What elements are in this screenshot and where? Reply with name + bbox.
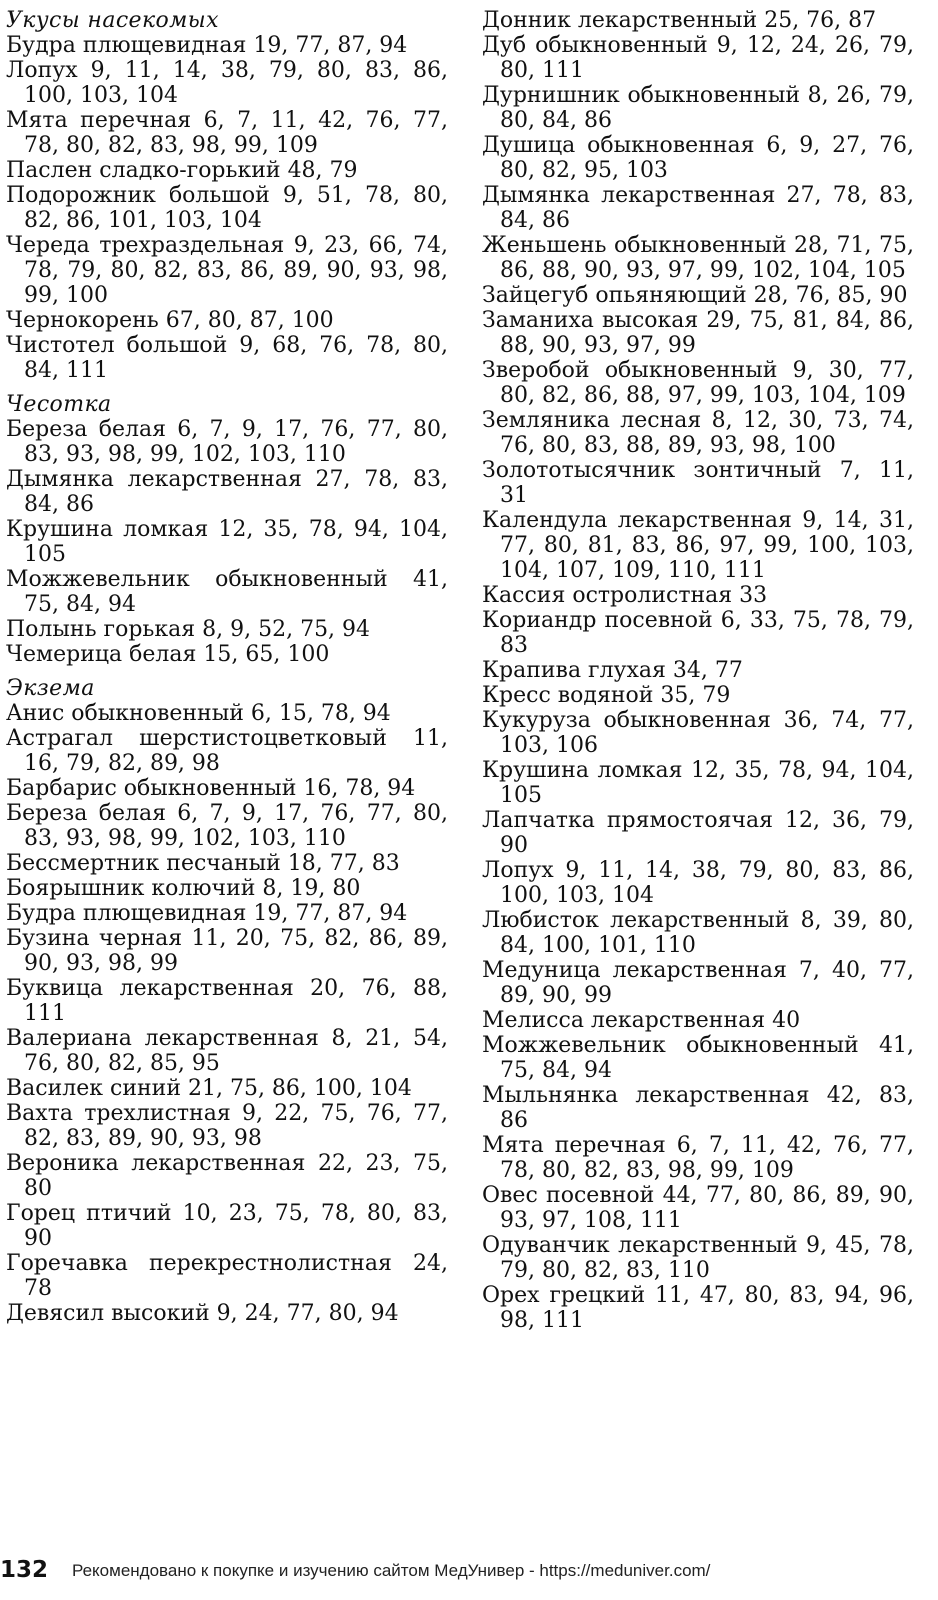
index-entry: Береза белая 6, 7, 9, 17, 76, 77, 80, 83, 93, 98, 99, 102, 103, 110 [6, 801, 448, 851]
index-entry: Мелисса лекарственная 40 [482, 1008, 801, 1033]
index-entry: Анис обыкновенный 6, 15, 78, 94 [6, 701, 391, 726]
index-entry: Бессмертник песчаный 18, 77, 83 [6, 851, 400, 876]
index-entry: Можжевельник обыкновенный 41, 75, 84, 94 [482, 1033, 914, 1083]
index-entry: Полынь горькая 8, 9, 52, 75, 94 [6, 617, 371, 642]
index-entry: Дымянка лекарственная 27, 78, 83, 84, 86 [482, 183, 914, 233]
index-entry: Кассия остролистная 33 [482, 583, 768, 608]
index-entry: Василек синий 21, 75, 86, 100, 104 [6, 1076, 412, 1101]
index-entry: Донник лекарственный 25, 76, 87 [482, 8, 877, 33]
index-entry: Горечавка перекрестнолистная 24, 78 [6, 1251, 448, 1301]
index-entry: Кукуруза обыкновенная 36, 74, 77, 103, 106 [482, 708, 914, 758]
index-entry: Дуб обыкновенный 9, 12, 24, 26, 79, 80, 111 [482, 33, 914, 83]
index-section [6, 8, 448, 383]
index-entry: Дымянка лекарственная 27, 78, 83, 84, 86 [6, 467, 448, 517]
index-entry: Земляника лесная 8, 12, 30, 73, 74, 76, 80, 83, 88, 89, 93, 98, 100 [482, 408, 914, 458]
index-entry: Дурнишник обыкновенный 8, 26, 79, 80, 84, 86 [482, 83, 914, 133]
index-entry: Чернокорень 67, 80, 87, 100 [6, 308, 334, 333]
index-entry: Золототысячник зонтичный 7, 11, 31 [482, 458, 914, 508]
index-section [6, 392, 448, 667]
right-column [482, 8, 914, 1333]
index-entry: Мыльнянка лекарственная 42, 83, 86 [482, 1083, 914, 1133]
index-entry: Будра плющевидная 19, 77, 87, 94 [6, 33, 408, 58]
index-entry: Береза белая 6, 7, 9, 17, 76, 77, 80, 83, 93, 98, 99, 102, 103, 110 [6, 417, 448, 467]
section-heading: Экзема [6, 676, 95, 701]
index-entry: Крапива глухая 34, 77 [482, 658, 743, 683]
index-entry: Любисток лекарственный 8, 39, 80, 84, 100, 101, 110 [482, 908, 914, 958]
index-entry: Орех грецкий 11, 47, 80, 83, 94, 96, 98, 111 [482, 1283, 914, 1333]
index-entry: Чемерица белая 15, 65, 100 [6, 642, 330, 667]
index-entry: Крушина ломкая 12, 35, 78, 94, 104, 105 [482, 758, 914, 808]
index-entry: Медуница лекарственная 7, 40, 77, 89, 90, 99 [482, 958, 914, 1008]
index-entry: Кресс водяной 35, 79 [482, 683, 731, 708]
index-entry: Женьшень обыкновенный 28, 71, 75, 86, 88, 90, 93, 97, 99, 102, 104, 105 [482, 233, 914, 283]
index-entry: Горец птичий 10, 23, 75, 78, 80, 83, 90 [6, 1201, 448, 1251]
index-entry: Валериана лекарственная 8, 21, 54, 76, 80, 82, 85, 95 [6, 1026, 448, 1076]
index-entry: Можжевельник обыкновенный 41, 75, 84, 94 [6, 567, 448, 617]
index-entry: Подорожник большой 9, 51, 78, 80, 82, 86, 101, 103, 104 [6, 183, 448, 233]
index-entry: Лопух 9, 11, 14, 38, 79, 80, 83, 86, 100, 103, 104 [6, 58, 448, 108]
index-section [6, 676, 448, 1326]
index-entry: Будра плющевидная 19, 77, 87, 94 [6, 901, 408, 926]
left-column [6, 8, 448, 1326]
index-entry: Вероника лекарственная 22, 23, 75, 80 [6, 1151, 448, 1201]
index-entry: Чистотел большой 9, 68, 76, 78, 80, 84, 111 [6, 333, 448, 383]
section-heading: Чесотка [6, 392, 112, 417]
index-entry: Вахта трехлистная 9, 22, 75, 76, 77, 82, 83, 89, 90, 93, 98 [6, 1101, 448, 1151]
index-entry: Череда трехраздельная 9, 23, 66, 74, 78, 79, 80, 82, 83, 86, 89, 90, 93, 98, 99, 100 [6, 233, 448, 308]
index-entry: Бузина черная 11, 20, 75, 82, 86, 89, 90, 93, 98, 99 [6, 926, 448, 976]
index-entry: Зверобой обыкновенный 9, 30, 77, 80, 82, 86, 88, 97, 99, 103, 104, 109 [482, 358, 914, 408]
index-entry: Девясил высокий 9, 24, 77, 80, 94 [6, 1301, 399, 1326]
index-entry: Крушина ломкая 12, 35, 78, 94, 104, 105 [6, 517, 448, 567]
page-number: 132 [0, 1557, 49, 1583]
index-entry: Кориандр посевной 6, 33, 75, 78, 79, 83 [482, 608, 914, 658]
footer-note: Рекомендовано к покупке и изучению сайтом МедУнивер - https://meduniver.com/ [72, 1561, 711, 1580]
index-entry: Овес посевной 44, 77, 80, 86, 89, 90, 93, 97, 108, 111 [482, 1183, 914, 1233]
index-entry: Лопух 9, 11, 14, 38, 79, 80, 83, 86, 100, 103, 104 [482, 858, 914, 908]
index-entry: Заманиха высокая 29, 75, 81, 84, 86, 88, 90, 93, 97, 99 [482, 308, 914, 358]
index-entry: Душица обыкновенная 6, 9, 27, 76, 80, 82, 95, 103 [482, 133, 914, 183]
index-entry: Календула лекарственная 9, 14, 31, 77, 80, 81, 83, 86, 97, 99, 100, 103, 104, 107, 109, 110, 111 [482, 508, 914, 583]
index-entry: Паслен сладко-горький 48, 79 [6, 158, 358, 183]
section-heading: Укусы насекомых [6, 8, 219, 33]
index-entry: Мята перечная 6, 7, 11, 42, 76, 77, 78, 80, 82, 83, 98, 99, 109 [482, 1133, 914, 1183]
index-entry: Боярышник колючий 8, 19, 80 [6, 876, 361, 901]
index-entry: Барбарис обыкновенный 16, 78, 94 [6, 776, 416, 801]
index-entry: Буквица лекарственная 20, 76, 88, 111 [6, 976, 448, 1026]
index-entry: Лапчатка прямостоячая 12, 36, 79, 90 [482, 808, 914, 858]
index-entry: Зайцегуб опьяняющий 28, 76, 85, 90 [482, 283, 908, 308]
index-entry: Одуванчик лекарственный 9, 45, 78, 79, 80, 82, 83, 110 [482, 1233, 914, 1283]
index-entry: Мята перечная 6, 7, 11, 42, 76, 77, 78, 80, 82, 83, 98, 99, 109 [6, 108, 448, 158]
index-entry: Астрагал шерстистоцветковый 11, 16, 79, 82, 89, 98 [6, 726, 448, 776]
